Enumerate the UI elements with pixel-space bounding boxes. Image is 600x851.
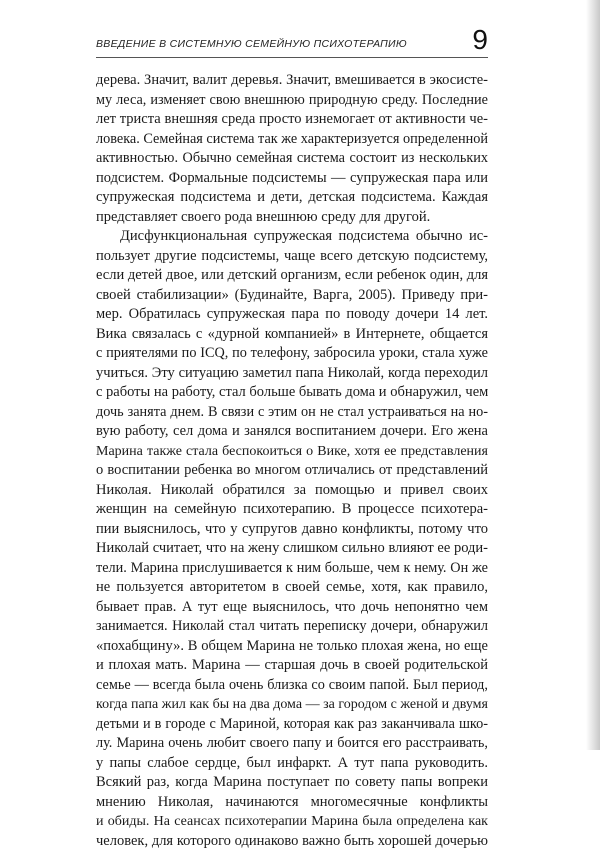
text-line: Николая. Николай обратился за помощью и привел своих — [96, 481, 488, 501]
text-line: му леса, изменяет свою внешнюю природную среду. Последние — [96, 91, 488, 111]
text-line: активностью. Обычно семейная система состоит из нескольких — [96, 149, 488, 169]
text-line: женщин на семейную психотерапию. В процессе психотера- — [96, 500, 488, 520]
text-line: занимается. Николай стал читать переписку дочери, обнаружил — [96, 617, 488, 637]
text-line: мнению Николая, начинаются многомесячные конфликты — [96, 793, 488, 813]
text-line: своей стабилизации» (Будинайте, Варга, 2005). Приведу при- — [96, 286, 488, 306]
page-edge-shadow — [586, 0, 600, 750]
text-line: лу. Марина очень любит своего папу и боится его расстраивать, — [96, 734, 488, 754]
text-line: Всякий раз, когда Марина поступает по совету папы вопреки — [96, 773, 488, 793]
text-line: лет триста внешняя среда просто изнемогает от активности че- — [96, 110, 488, 130]
text-line: ловека. Семейная система так же характеризуется определенной — [96, 130, 488, 150]
text-line: если детей двое, или детский организм, если ребенок один, для — [96, 266, 488, 286]
text-line: Николай считает, что на жену слишком сильно влияют ее роди- — [96, 539, 488, 559]
text-line: когда папа жил как бы на два дома — за городом с женой и двумя — [96, 695, 488, 715]
text-line: мер. Обратилась супружеская пара по поводу дочери 14 лет. — [96, 305, 488, 325]
text-line: человек, для которого одинаково важно быть хорошей дочерью — [96, 832, 488, 851]
text-line: тели. Марина прислушивается к ним больше, чем к нему. Он же — [96, 559, 488, 579]
text-line: не пользуется авторитетом в своей семье, хотя, как правило, — [96, 578, 488, 598]
text-line: пользует другие подсистемы, чаще всего детскую подсистему, — [96, 247, 488, 267]
text-line: вую работу, сел дома и занялся воспитанием дочери. Его жена — [96, 422, 488, 442]
text-line: учиться. Эту ситуацию заметил папа Николай, когда переходил — [96, 364, 488, 384]
text-line: и плохая мать. Марина — старшая дочь в своей родительской — [96, 656, 488, 676]
text-line: бывает прав. А тут еще выяснилось, что дочь непонятно чем — [96, 598, 488, 618]
text-line: дочь занята днем. В связи с этим он не стал устраиваться на но- — [96, 403, 488, 423]
text-line: «похабщину». В общем Марина не только плохая жена, но еще — [96, 637, 488, 657]
text-line: у папы слабое сердце, был инфаркт. А тут папа руководить. — [96, 754, 488, 774]
text-line: супружеская подсистема и дети, детская подсистема. Каждая — [96, 188, 488, 208]
page-number: 9 — [472, 26, 488, 54]
running-title: ВВЕДЕНИЕ В СИСТЕМНУЮ СЕМЕЙНУЮ ПСИХОТЕРАПИЮ — [96, 38, 407, 50]
text-line: представляет своего рода внешнюю среду для другой. — [96, 208, 488, 228]
text-line: детьми и в городе с Мариной, которая как раз заканчивала шко- — [96, 715, 488, 735]
text-line: с работы на работу, стал больше бывать дома и обнаружил, чем — [96, 383, 488, 403]
text-line: о воспитании ребенка во многом отличались от представлений — [96, 461, 488, 481]
text-line: и обиды. На сеансах психотерапии Марина была определена как — [96, 812, 488, 832]
text-line: семье — всегда была очень близка со своим папой. Был период, — [96, 676, 488, 696]
text-line: подсистем. Формальные подсистемы — супружеская пара или — [96, 169, 488, 189]
text-line: пии выяснилось, что у супругов давно конфликты, потому что — [96, 520, 488, 540]
text-line: Вика связалась с «дурной компанией» в Интернете, общается — [96, 325, 488, 345]
text-body — [96, 71, 488, 851]
text-line: с приятелями по ICQ, по телефону, забросила уроки, стала хуже — [96, 344, 488, 364]
header-rule — [96, 57, 488, 58]
text-line: Дисфункциональная супружеская подсистема обычно ис- — [96, 227, 488, 247]
text-line: Марина также стала беспокоиться о Вике, хотя ее представления — [96, 442, 488, 462]
text-line: дерева. Значит, валит деревья. Значит, вмешивается в экосисте- — [96, 71, 488, 91]
